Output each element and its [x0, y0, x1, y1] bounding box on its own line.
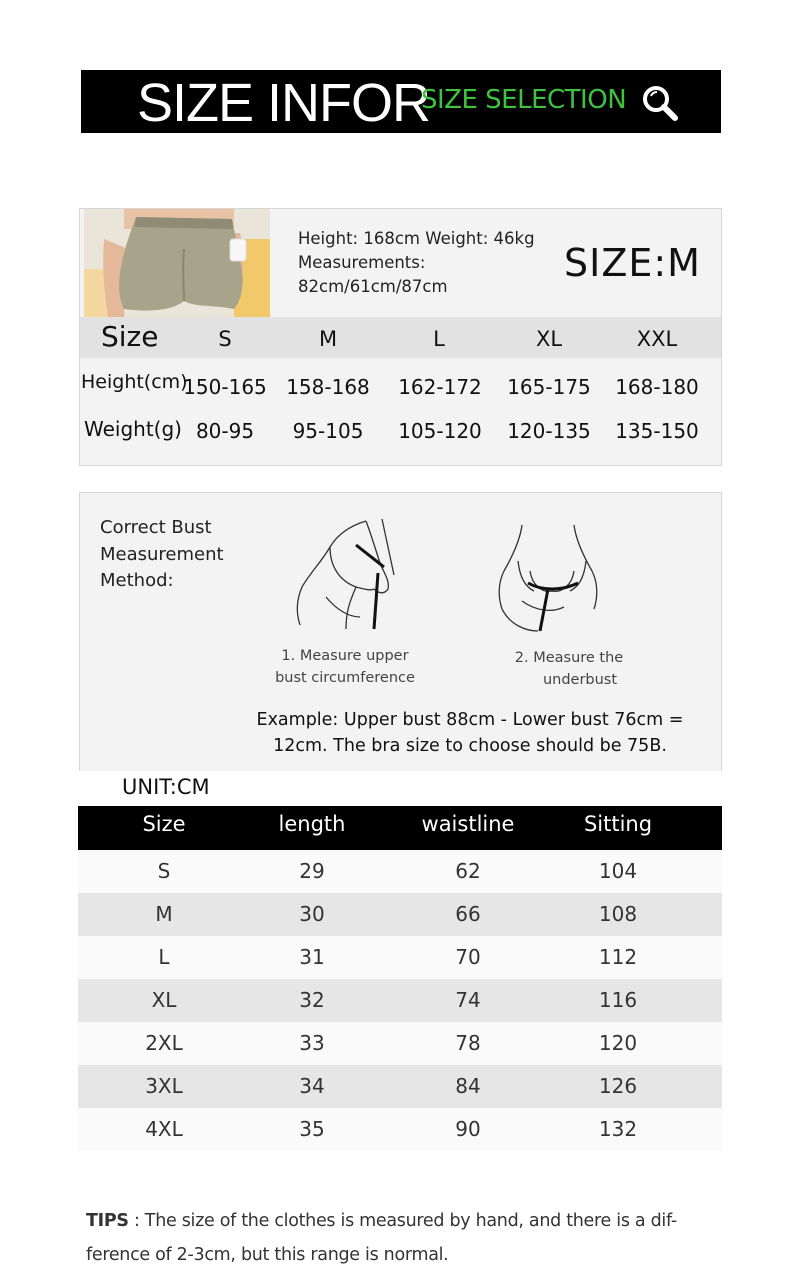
weight-m: 95-105	[292, 419, 364, 443]
cell-sitting: 132	[598, 1117, 638, 1141]
table-row	[78, 1022, 722, 1065]
weight-row-label: Weight(g)	[84, 417, 182, 441]
underbust-illustration	[492, 521, 612, 637]
height-row-label: Height(cm)	[81, 371, 188, 393]
cell-waistline: 70	[455, 945, 481, 969]
table-row	[78, 850, 722, 893]
height-l: 162-172	[398, 375, 482, 399]
cell-size: 4XL	[145, 1117, 183, 1141]
step-2-caption	[504, 647, 634, 691]
weight-l: 105-120	[398, 419, 482, 443]
step-1-line-2: bust circumference	[275, 670, 415, 686]
tips-text: : The size of the clothes is measured by hand, and there is a dif-ference of 2-3cm, but this range is normal.	[86, 1211, 677, 1265]
cell-waistline: 62	[455, 859, 481, 883]
cell-size: XL	[151, 988, 177, 1012]
cell-size: M	[155, 902, 173, 926]
cell-length: 33	[299, 1031, 325, 1055]
table-header	[78, 806, 722, 850]
cell-waistline: 74	[455, 988, 481, 1012]
size-info-banner	[81, 70, 721, 133]
weight-xxl: 135-150	[615, 419, 699, 443]
model-photo	[84, 209, 270, 317]
size-col-s: S	[218, 327, 232, 351]
table-body	[78, 850, 722, 1151]
step-1-caption	[270, 645, 420, 689]
height-s: 150-165	[183, 375, 267, 399]
cell-waistline: 66	[455, 902, 481, 926]
size-measurement-table	[78, 806, 722, 1151]
example-line-1: Example: Upper bust 88cm - Lower bust 76cm =	[256, 710, 684, 730]
model-size-card	[79, 208, 722, 466]
cell-size: L	[158, 945, 170, 969]
cell-length: 30	[299, 902, 325, 926]
height-m: 158-168	[286, 375, 370, 399]
bust-method-title	[100, 515, 260, 595]
banner-title: SIZE INFOR	[137, 73, 431, 133]
upper-bust-illustration	[286, 517, 406, 637]
bust-example	[230, 707, 710, 759]
header-waistline: waistline	[421, 812, 515, 836]
cell-waistline: 78	[455, 1031, 481, 1055]
height-xxl: 168-180	[615, 375, 699, 399]
weight-xl: 120-135	[507, 419, 591, 443]
size-guide-header	[80, 317, 721, 358]
size-col-l: L	[433, 327, 445, 351]
cell-sitting: 104	[598, 859, 638, 883]
example-line-2: 12cm. The bra size to choose should be 75B.	[273, 736, 667, 756]
model-measurements	[298, 227, 558, 299]
cell-size: S	[157, 859, 171, 883]
cell-length: 29	[299, 859, 325, 883]
tips-label: TIPS	[86, 1211, 129, 1231]
size-col-m: M	[318, 327, 338, 351]
cell-length: 32	[299, 988, 325, 1012]
bust-title-line-3: Method:	[100, 570, 174, 591]
model-size: SIZE:M	[564, 241, 701, 285]
step-1-line-1: 1. Measure upper	[281, 648, 409, 664]
table-row	[78, 1065, 722, 1108]
bust-title-line-2: Measurement	[100, 543, 224, 565]
header-length: length	[278, 812, 346, 836]
banner-subtitle: SIZE SELECTION	[421, 85, 627, 115]
bust-title-line-1: Correct Bust	[100, 517, 212, 538]
cell-length: 31	[299, 945, 325, 969]
model-measurements-values: 82cm/61cm/87cm	[298, 277, 448, 296]
header-size: Size	[142, 812, 186, 836]
cell-waistline: 84	[455, 1074, 481, 1098]
cell-sitting: 108	[598, 902, 638, 926]
table-row	[78, 893, 722, 936]
cell-sitting: 116	[598, 988, 638, 1012]
size-header-label: Size	[101, 320, 159, 353]
cell-length: 35	[299, 1117, 325, 1141]
magnifier-icon	[641, 84, 681, 124]
size-col-xxl: XXL	[636, 327, 678, 351]
step-2-line-2: underbust	[542, 672, 618, 688]
table-row	[78, 936, 722, 979]
model-measurements-label: Measurements:	[298, 253, 426, 272]
size-col-xl: XL	[535, 327, 563, 351]
cell-sitting: 120	[598, 1031, 638, 1055]
model-height-weight: Height: 168cm Weight: 46kg	[298, 229, 535, 248]
cell-waistline: 90	[455, 1117, 481, 1141]
header-sitting: Sitting	[583, 812, 653, 836]
table-row	[78, 979, 722, 1022]
weight-s: 80-95	[195, 419, 255, 443]
step-2-line-1: 2. Measure the	[514, 650, 624, 666]
height-xl: 165-175	[507, 375, 591, 399]
unit-label: UNIT:CM	[122, 775, 210, 799]
cell-sitting: 126	[598, 1074, 638, 1098]
cell-length: 34	[299, 1074, 325, 1098]
table-row	[78, 1108, 722, 1151]
cell-sitting: 112	[598, 945, 638, 969]
cell-size: 2XL	[145, 1031, 183, 1055]
cell-size: 3XL	[145, 1074, 183, 1098]
bust-measurement-card	[79, 492, 722, 771]
tips-note	[86, 1204, 706, 1272]
